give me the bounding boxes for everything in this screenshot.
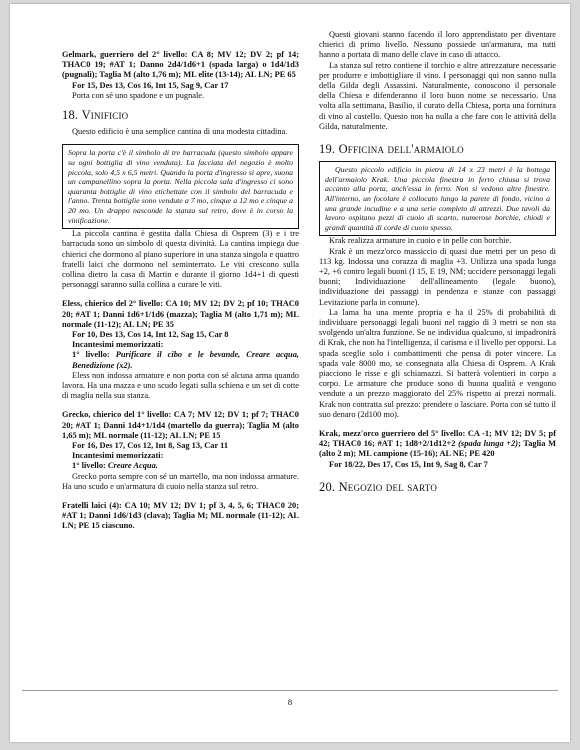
grecko-equipment: Grecko porta sempre con sé un martello, ma non indossa armature. Ha uno scudo e un'armatura di cuoio nella stanza sul retro.	[62, 471, 299, 491]
section-20-heading	[319, 479, 556, 494]
section-18-title: Vinificio	[81, 108, 129, 123]
eless-spells-label: Incantesimi memorizzati:	[72, 340, 164, 350]
gelmark-abilities: For 15, Des 13, Cos 16, Int 15, Sag 9, Car 17	[72, 80, 229, 90]
document-page	[10, 4, 570, 742]
footer-divider	[22, 690, 558, 691]
gelmark-equipment: Porta con sé uno spadone e un pugnale.	[72, 90, 205, 100]
read-aloud-box-19	[319, 161, 556, 236]
section-20-title: Negozio del sarto	[338, 479, 438, 494]
grecko-stat-block: Grecko, chierico del 1° livello: CA 7; MV 12; DV 1; pf 7; THAC0 20; #AT 1; Danni 1d4+1/1d4 (martello da guerra); Taglia M (alto 1,65 m); ML normale (11-12); AL LN; PE 15	[62, 410, 299, 440]
eless-spells: 1° livello: Purificare il cibo e le bevande, Creare acqua, Benedizione (x2).	[72, 350, 299, 370]
read-aloud-text-19: Questo piccolo edificio in pietra di 14 x 23 metri è la bottega dell'armaiolo Krak. Una piccola finestra in ferro chiusa si trova accanto alla porta, anch'essa in ferro. Non si vedono altre finestre. All'interno, un focolare è collocato lungo la parete di fondo, vicino a una grande incudine e a una serie completo di attrezzi. Due tavoli da lavoro ospitano pezzi di cuoio di scarto, numerose borchie, chiodi e grandi quantità di corde di cuoio spesso.	[325, 165, 550, 232]
section-19-paragraph-3: La lama ha una mente propria e ha il 25% di probabilità di individuare personaggi legali buoni nel raggio di 3 metri se non sta svolgendo un'altra funzione. Se ne individua qualcuno, si impadronirà di Krak, che non ha l'intelligenza, il carisma e il livello per opporsi. La spada sceglie solo i combattimenti che pensa di poter vincere. La spada vale 8000 mo, se consegnata alla Chiesa di Osprem. A Krak piacciono le risse e gli schiamazzi. Si batterà volentieri in corpo a corpo. Le armature che produce sono di buona qualità e vengono vendute a un prezzo maggiorato del 25% rispetto ai prezzi normali. Krak non contratta sul prezzo: prendere o lasciare. Porta con sé tutto il suo denaro (2d100 mo).	[319, 307, 556, 419]
left-column	[62, 50, 299, 532]
krak-abilities: For 18/22, Des 17, Cos 15, Int 9, Sag 8, Car 7	[329, 459, 488, 469]
section-18-heading	[62, 108, 299, 123]
section-18-paragraph: La piccola cantina è gestita dalla Chiesa di Osprem (3) e i tre barracuda sono un simbolo di questa divinità. La cantina impiega due chierici che dormono al piano superiore in una stanza singola e quattro fratelli laici che dormono nel seminterrato. Le viti crescono sulla collina dietro la casa di Martin e durante il giorno 1d4+1 di questi personaggi saranno sulla collina a curare le viti.	[62, 229, 299, 290]
lay-brothers-stat-block: Fratelli laici (4): CA 10; MV 12; DV 1; pf 3, 4, 5, 6; THAC0 20; #AT 1; Danni 1d6/1d3 (clava); Taglia M; ML normale (11-12); AL LN; PE 15 ciascuno.	[62, 501, 299, 531]
right-column	[319, 30, 556, 492]
eless-equipment: Eless non indossa armature e non porta con sé alcuna arma quando lavora. Ha una mazza e uno scudo legati sulla schiena e un set di cotte di maglia nella sua stanza.	[62, 370, 299, 401]
page-number: 8	[287, 697, 293, 707]
section-18-intro: Questo edificio è una semplice cantina di una modesta cittadina.	[72, 127, 288, 137]
gelmark-stat-block: Gelmark, guerriero del 2° livello: CA 8; MV 12; DV 2; pf 14; THAC0 19; #AT 1; Danno 2d4/1d6+1 (spada larga) o 1d4/1d3 (pugnali); Taglia M (alto 1,76 m); ML elite (13-14); AL LN; PE 65	[62, 50, 299, 80]
grecko-abilities: For 16, Des 17, Cos 12, Int 8, Sag 13, Car 11	[72, 441, 229, 451]
back-room-paragraph: La stanza sul retro contiene il torchio e altre attrezzature necessarie per produrre e imbottigliare il vino. I personaggi qui non sanno nulla della Gilda degli Assassini. Naturalmente, conoscono il personale della Chiesa e difenderanno il loro buon nome se necessario. Una volta alla settimana, Basilio, il curato della Chiesa, porta una fornitura di vino al castello. Questo non ha nulla a che fare con le attività della Gilda, naturalmente.	[319, 60, 556, 131]
eless-stat-block: Eless, chierico del 2° livello: CA 10; MV 12; DV 2; pf 10; THAC0 20; #AT 1; Danni 1d6+1/1d6 (mazza); Taglia M (alto 1,71 m); ML normale (11-12); AL LN; PE 35	[62, 299, 299, 329]
apprentices-paragraph: Questi giovani stanno facendo il loro apprendistato per diventare chierici di primo livello. Nessuno possiede un'armatura, ma tutti hanno a portata di mano delle clave in caso di attacco.	[319, 30, 556, 60]
read-aloud-box-18	[62, 144, 299, 229]
eless-abilities: For 10, Des 13, Cos 14, Int 12, Sag 15, Car 8	[72, 330, 229, 339]
grecko-spells-label: Incantesimi memorizzati:	[72, 451, 164, 461]
section-19-paragraph-2: Krak è un mezz'orco massiccio di quasi due metri per un peso di 113 kg. Indossa una corazza di maglia +3. Utilizza una spada lunga +2, +6 contro legali buoni (I 15, E 19, NM; uccidere personaggi legali buoni; Individuazione dell'allineamento (legale buono), individuazione dei passaggi in pendenza e stanze con passaggi Levitazione parla in comune).	[319, 246, 556, 307]
read-aloud-text-18: Sopra la porta c'è il simbolo di tre barracuda (questo simbolo appare su ogni bottiglia di vino venduta). La facciata del negozio è molto piccola, solo 4,5 x 6,5 metri. Quando la porta d'ingresso si apre, suona un campanellino sopra la porta. Nella piccola sala d'ingresso ci sono quaranta bottiglie di vino etichettate con il simbolo del barracuda e l'anno. Trenta bottiglie sono vendute a 7 mo, cinque a 12 mo e cinque a 20 mo. Un drappo nasconde la stanza sul retro, dove è in corso la vinificazione.	[68, 148, 293, 225]
grecko-spells: 1° livello: Creare Acqua.	[72, 461, 158, 471]
section-19-title: Officina dell'armaiolo	[338, 142, 464, 157]
section-18-number: 18.	[62, 108, 79, 123]
section-19-number: 19.	[319, 142, 336, 157]
krak-stat-block: Krak, mezz'orco guerriero del 5° livello: CA -1; MV 12; DV 5; pf 42; THAC0 16; #AT 1; 1d8+2/1d12+2 (spada lunga +2); Taglia M (alto 2 m); ML campione (15-16); AL NE; PE 420	[319, 429, 556, 459]
section-20-number: 20.	[319, 479, 336, 494]
section-19-paragraph-1: Krak realizza armature in cuoio e in pelle con borchie.	[329, 236, 512, 246]
section-19-heading	[319, 142, 556, 157]
